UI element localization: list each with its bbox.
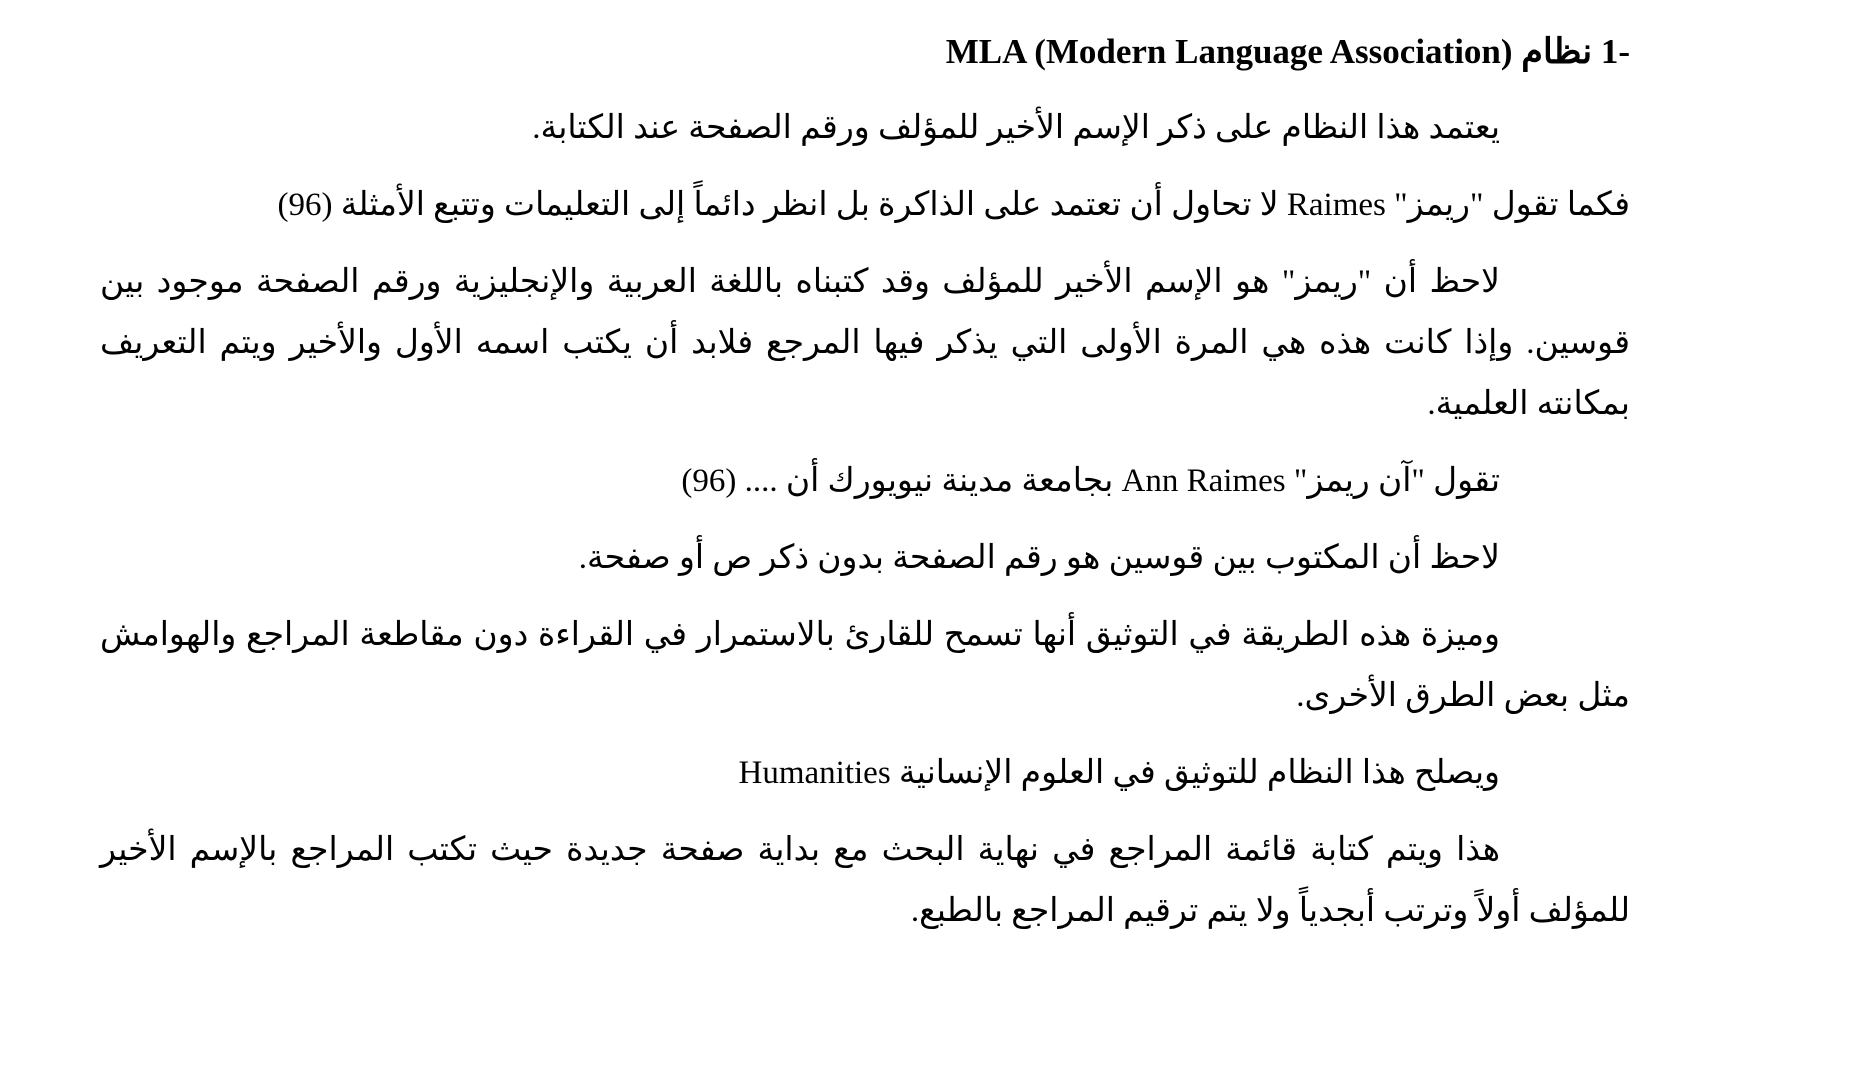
heading-latin-label: MLA (Modern Language Association): [945, 32, 1513, 71]
paragraph-2-before: فكما تقول "ريمز": [1385, 187, 1630, 223]
paragraph-2: [100, 175, 1630, 236]
paragraph-3: [100, 252, 1630, 435]
paragraph-4-after: بجامعة مدينة نيويورك أن .... (96): [681, 463, 1122, 499]
section-heading: [100, 22, 1630, 82]
paragraph-4-before: تقول "آن ريمز": [1285, 463, 1500, 499]
paragraph-6: [100, 605, 1630, 727]
paragraph-8: [100, 820, 1630, 942]
paragraph-4-latin: Ann Raimes: [1121, 463, 1286, 499]
paragraph-1: [100, 98, 1630, 159]
paragraph-3-text: لاحظ أن "ريمز" هو الإسم الأخير للمؤلف وقد كتبناه باللغة العربية والإنجليزية ورقم الصفحة موجود بين قوسين. وإذا كانت هذه هي المرة الأولى التي يذكر فيها المرجع فلابد أن يكتب اسمه الأول والأخير ويتم التعريف بمكانته العلمية.: [100, 264, 1630, 422]
paragraph-7-before: ويصلح هذا النظام للتوثيق في العلوم الإنسانية: [890, 755, 1500, 791]
paragraph-7: [100, 743, 1630, 804]
paragraph-5-text: لاحظ أن المكتوب بين قوسين هو رقم الصفحة بدون ذكر ص أو صفحة.: [578, 540, 1500, 576]
paragraph-2-latin: Raimes: [1286, 187, 1386, 223]
document-page: [100, 22, 1630, 1062]
heading-number: -1: [1600, 32, 1630, 71]
paragraph-5: [100, 528, 1630, 589]
paragraph-6-text: وميزة هذه الطريقة في التوثيق أنها تسمح للقارئ بالاستمرار في القراءة دون مقاطعة المراجع والهوامش مثل بعض الطرق الأخرى.: [100, 617, 1630, 714]
paragraph-4: [100, 451, 1630, 512]
paragraph-7-latin: Humanities: [738, 755, 891, 791]
paragraph-8-text: هذا ويتم كتابة قائمة المراجع في نهاية البحث مع بداية صفحة جديدة حيث تكتب المراجع بالإسم الأخير للمؤلف أولاً وترتب أبجدياً ولا يتم ترقيم المراجع بالطبع.: [100, 832, 1630, 929]
heading-arabic-label: نظام: [1521, 32, 1593, 71]
paragraph-1-text: يعتمد هذا النظام على ذكر الإسم الأخير للمؤلف ورقم الصفحة عند الكتابة.: [532, 110, 1500, 146]
paragraph-2-after: لا تحاول أن تعتمد على الذاكرة بل انظر دائماً إلى التعليمات وتتبع الأمثلة (96): [277, 187, 1287, 223]
